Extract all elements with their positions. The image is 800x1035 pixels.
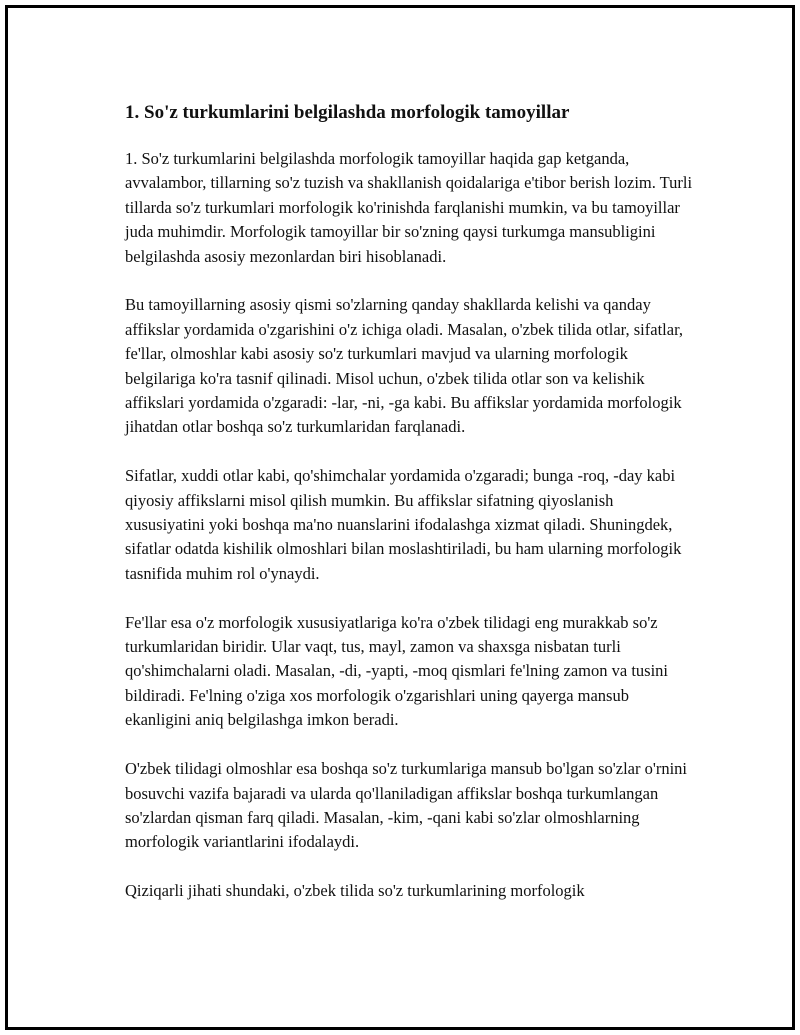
paragraph-2: Bu tamoyillarning asosiy qismi so'zlarning qanday shakllarda kelishi va qanday affikslar yordamida o'zgarishini o'z ichiga oladi. Masalan, o'zbek tilida otlar, sifatlar, fe'llar, olmoshlar kabi asosiy so'z turkumlari mavjud va ularning morfologik belgilariga ko'ra tasnif qilinadi. Misol uchun, o'zbek tilida otlar son va kelishik affikslari yordamida o'zgaradi: -lar, -ni, -ga kabi. Bu affikslar yordamida morfologik jihatdan otlar boshqa so'z turkumlaridan farqlanadi. <box>125 295 684 437</box>
document-title: 1. So'z turkumlarini belgilashda morfologik tamoyillar <box>125 102 570 123</box>
paragraph-6: Qiziqarli jihati shundaki, o'zbek tilida so'z turkumlarining morfologik <box>125 881 585 901</box>
paragraph-3: Sifatlar, xuddi otlar kabi, qo'shimchalar yordamida o'zgaradi; bunga -roq, -day kabi qiyosiy affikslarni misol qilish mumkin. Bu affikslar sifatning qiyoslanish xususiyatini yoki boshqa ma'no nuanslarini ifodalashga xizmat qiladi. Shuningdek, sifatlar odatda kishilik olmoshlari bilan moslashtiriladi, bu ham ularning morfologik tasnifida muhim rol o'ynaydi. <box>125 466 682 583</box>
paragraph-5: O'zbek tilidagi olmoshlar esa boshqa so'z turkumlariga mansub bo'lgan so'zlar o'rnini bosuvchi vazifa bajaradi va ularda qo'llaniladigan affikslar boshqa turkumlangan so'zlardan qisman farq qiladi. Masalan, -kim, -qani kabi so'zlar olmoshlarning morfologik variantlarini ifodalaydi. <box>125 759 687 852</box>
page-frame <box>5 5 795 1030</box>
paragraph-4: Fe'llar esa o'z morfologik xususiyatlariga ko'ra o'zbek tilidagi eng murakkab so'z turkumlaridan biridir. Ular vaqt, tus, mayl, zamon va shaxsga nisbatan turli qo'shimchalarni oladi. Masalan, -di, -yapti, -moq qismlari fe'lning zamon va tusini bildiradi. Fe'lning o'ziga xos morfologik o'zgarishlari uning qayerga mansub ekanligini aniq belgilashga imkon beradi. <box>125 612 668 730</box>
document-body <box>119 95 699 928</box>
paragraph-1: 1. So'z turkumlarini belgilashda morfologik tamoyillar haqida gap ketganda, avvalambor, tillarning so'z tuzish va shakllanish qoidalariga e'tibor berish lozim. Turli tillarda so'z turkumlari morfologik ko'rinishda farqlanishi mumkin, va bu tamoyillar juda muhimdir. Morfologik tamoyillar bir so'zning qaysi turkumga mansubligini belgilashda asosiy mezonlardan biri hisoblanadi. <box>125 149 693 266</box>
